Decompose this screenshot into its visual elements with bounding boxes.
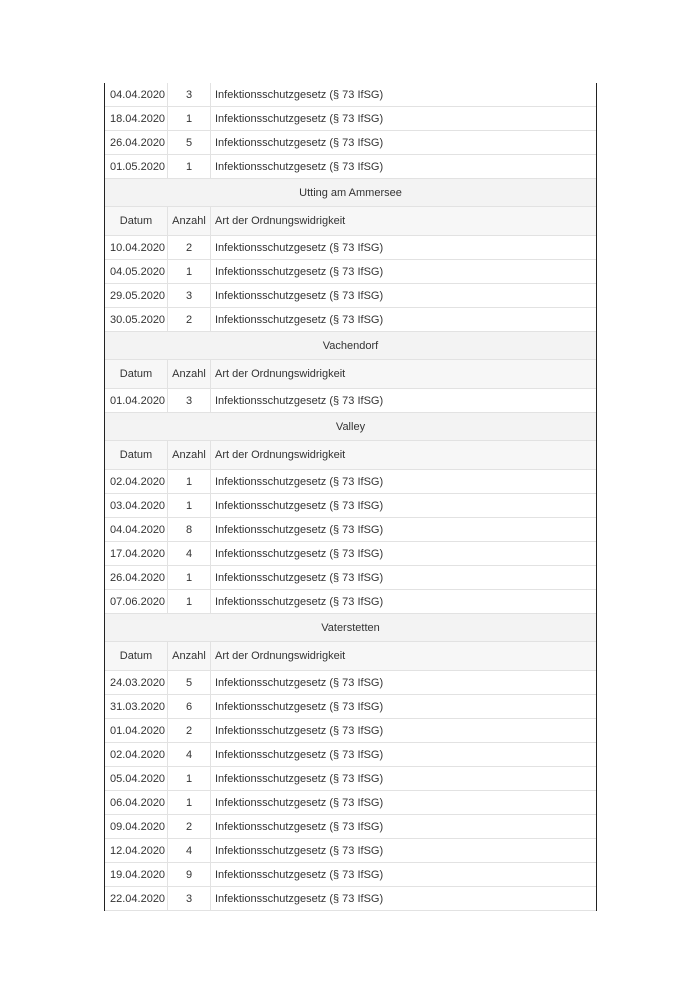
count-cell: 6 <box>168 695 211 718</box>
violation-type-cell: Infektionsschutzgesetz (§ 73 IfSG) <box>215 160 384 173</box>
date-cell: 19.04.2020 <box>105 863 168 886</box>
table-row <box>105 767 596 791</box>
table-row <box>105 107 596 131</box>
date-cell: 18.04.2020 <box>105 107 168 130</box>
date-cell: 17.04.2020 <box>105 542 168 565</box>
violation-type-cell: Infektionsschutzgesetz (§ 73 IfSG) <box>215 394 384 407</box>
date-cell: 22.04.2020 <box>105 887 168 910</box>
violation-type-cell: Infektionsschutzgesetz (§ 73 IfSG) <box>215 265 384 278</box>
column-header-type: Art der Ordnungswidrigkeit <box>211 441 596 469</box>
date-cell: 02.04.2020 <box>105 470 168 493</box>
date-cell: 02.04.2020 <box>105 743 168 766</box>
violation-type-cell: Infektionsschutzgesetz (§ 73 IfSG) <box>215 844 384 857</box>
date-cell: 31.03.2020 <box>105 695 168 718</box>
column-header-date: Datum <box>105 441 168 469</box>
date-cell: 09.04.2020 <box>105 815 168 838</box>
count-cell: 1 <box>168 155 211 178</box>
table-row <box>105 308 596 332</box>
date-cell: 05.04.2020 <box>105 767 168 790</box>
table-row <box>105 236 596 260</box>
violation-type-cell: Infektionsschutzgesetz (§ 73 IfSG) <box>215 499 384 512</box>
municipality-header <box>105 614 596 642</box>
violation-type-cell: Infektionsschutzgesetz (§ 73 IfSG) <box>215 676 384 689</box>
table-row <box>105 590 596 614</box>
municipality-header <box>105 413 596 441</box>
count-cell: 3 <box>168 887 211 910</box>
violation-type-cell: Infektionsschutzgesetz (§ 73 IfSG) <box>215 523 384 536</box>
table-row <box>105 260 596 284</box>
table-row <box>105 470 596 494</box>
count-cell: 3 <box>168 83 211 106</box>
table-row <box>105 566 596 590</box>
municipality-header <box>105 332 596 360</box>
column-header-count: Anzahl <box>168 441 211 469</box>
table-row <box>105 83 596 107</box>
violation-type-cell: Infektionsschutzgesetz (§ 73 IfSG) <box>215 868 384 881</box>
count-cell: 5 <box>168 131 211 154</box>
violation-type-cell: Infektionsschutzgesetz (§ 73 IfSG) <box>215 724 384 737</box>
table-row <box>105 131 596 155</box>
table-row <box>105 494 596 518</box>
count-cell: 2 <box>168 719 211 742</box>
table-row <box>105 863 596 887</box>
column-header-row <box>105 360 596 389</box>
column-header-row <box>105 441 596 470</box>
table-row <box>105 743 596 767</box>
municipality-header <box>105 179 596 207</box>
violation-type-cell: Infektionsschutzgesetz (§ 73 IfSG) <box>215 796 384 809</box>
column-header-count: Anzahl <box>168 360 211 388</box>
municipality-name: Utting am Ammersee <box>299 186 402 199</box>
column-header-type: Art der Ordnungswidrigkeit <box>211 642 596 670</box>
column-header-date: Datum <box>105 207 168 235</box>
count-cell: 1 <box>168 260 211 283</box>
column-header-row <box>105 207 596 236</box>
count-cell: 3 <box>168 389 211 412</box>
table-row <box>105 839 596 863</box>
municipality-name: Valley <box>335 420 366 433</box>
count-cell: 1 <box>168 470 211 493</box>
date-cell: 03.04.2020 <box>105 494 168 517</box>
count-cell: 1 <box>168 494 211 517</box>
column-header-date: Datum <box>105 360 168 388</box>
table-row <box>105 815 596 839</box>
violation-type-cell: Infektionsschutzgesetz (§ 73 IfSG) <box>215 88 384 101</box>
date-cell: 04.04.2020 <box>105 83 168 106</box>
table-row <box>105 542 596 566</box>
violation-type-cell: Infektionsschutzgesetz (§ 73 IfSG) <box>215 313 384 326</box>
violation-type-cell: Infektionsschutzgesetz (§ 73 IfSG) <box>215 700 384 713</box>
table-row <box>105 671 596 695</box>
count-cell: 4 <box>168 839 211 862</box>
count-cell: 1 <box>168 767 211 790</box>
date-cell: 24.03.2020 <box>105 671 168 694</box>
violation-type-cell: Infektionsschutzgesetz (§ 73 IfSG) <box>215 820 384 833</box>
count-cell: 5 <box>168 671 211 694</box>
violation-type-cell: Infektionsschutzgesetz (§ 73 IfSG) <box>215 547 384 560</box>
date-cell: 06.04.2020 <box>105 791 168 814</box>
violation-type-cell: Infektionsschutzgesetz (§ 73 IfSG) <box>215 136 384 149</box>
date-cell: 01.04.2020 <box>105 719 168 742</box>
violation-type-cell: Infektionsschutzgesetz (§ 73 IfSG) <box>215 748 384 761</box>
table-row <box>105 791 596 815</box>
count-cell: 2 <box>168 308 211 331</box>
column-header-type: Art der Ordnungswidrigkeit <box>211 360 596 388</box>
column-header-type: Art der Ordnungswidrigkeit <box>211 207 596 235</box>
date-cell: 12.04.2020 <box>105 839 168 862</box>
violation-type-cell: Infektionsschutzgesetz (§ 73 IfSG) <box>215 289 384 302</box>
municipality-name: Vaterstetten <box>321 621 380 634</box>
count-cell: 1 <box>168 566 211 589</box>
count-cell: 9 <box>168 863 211 886</box>
table-row <box>105 695 596 719</box>
date-cell: 07.06.2020 <box>105 590 168 613</box>
column-header-count: Anzahl <box>168 642 211 670</box>
count-cell: 3 <box>168 284 211 307</box>
count-cell: 4 <box>168 743 211 766</box>
count-cell: 4 <box>168 542 211 565</box>
municipality-name: Vachendorf <box>322 339 379 352</box>
date-cell: 30.05.2020 <box>105 308 168 331</box>
date-cell: 10.04.2020 <box>105 236 168 259</box>
violations-table <box>104 83 597 911</box>
date-cell: 26.04.2020 <box>105 566 168 589</box>
violation-type-cell: Infektionsschutzgesetz (§ 73 IfSG) <box>215 892 384 905</box>
count-cell: 2 <box>168 236 211 259</box>
date-cell: 04.04.2020 <box>105 518 168 541</box>
count-cell: 8 <box>168 518 211 541</box>
count-cell: 2 <box>168 815 211 838</box>
violation-type-cell: Infektionsschutzgesetz (§ 73 IfSG) <box>215 772 384 785</box>
date-cell: 26.04.2020 <box>105 131 168 154</box>
count-cell: 1 <box>168 590 211 613</box>
date-cell: 04.05.2020 <box>105 260 168 283</box>
column-header-row <box>105 642 596 671</box>
date-cell: 01.05.2020 <box>105 155 168 178</box>
table-row <box>105 155 596 179</box>
violation-type-cell: Infektionsschutzgesetz (§ 73 IfSG) <box>215 475 384 488</box>
table-row <box>105 719 596 743</box>
count-cell: 1 <box>168 107 211 130</box>
column-header-date: Datum <box>105 642 168 670</box>
table-row <box>105 518 596 542</box>
table-row <box>105 389 596 413</box>
violation-type-cell: Infektionsschutzgesetz (§ 73 IfSG) <box>215 571 384 584</box>
date-cell: 01.04.2020 <box>105 389 168 412</box>
violation-type-cell: Infektionsschutzgesetz (§ 73 IfSG) <box>215 112 384 125</box>
column-header-count: Anzahl <box>168 207 211 235</box>
date-cell: 29.05.2020 <box>105 284 168 307</box>
table-row <box>105 284 596 308</box>
violation-type-cell: Infektionsschutzgesetz (§ 73 IfSG) <box>215 595 384 608</box>
count-cell: 1 <box>168 791 211 814</box>
table-row <box>105 887 596 911</box>
violation-type-cell: Infektionsschutzgesetz (§ 73 IfSG) <box>215 241 384 254</box>
